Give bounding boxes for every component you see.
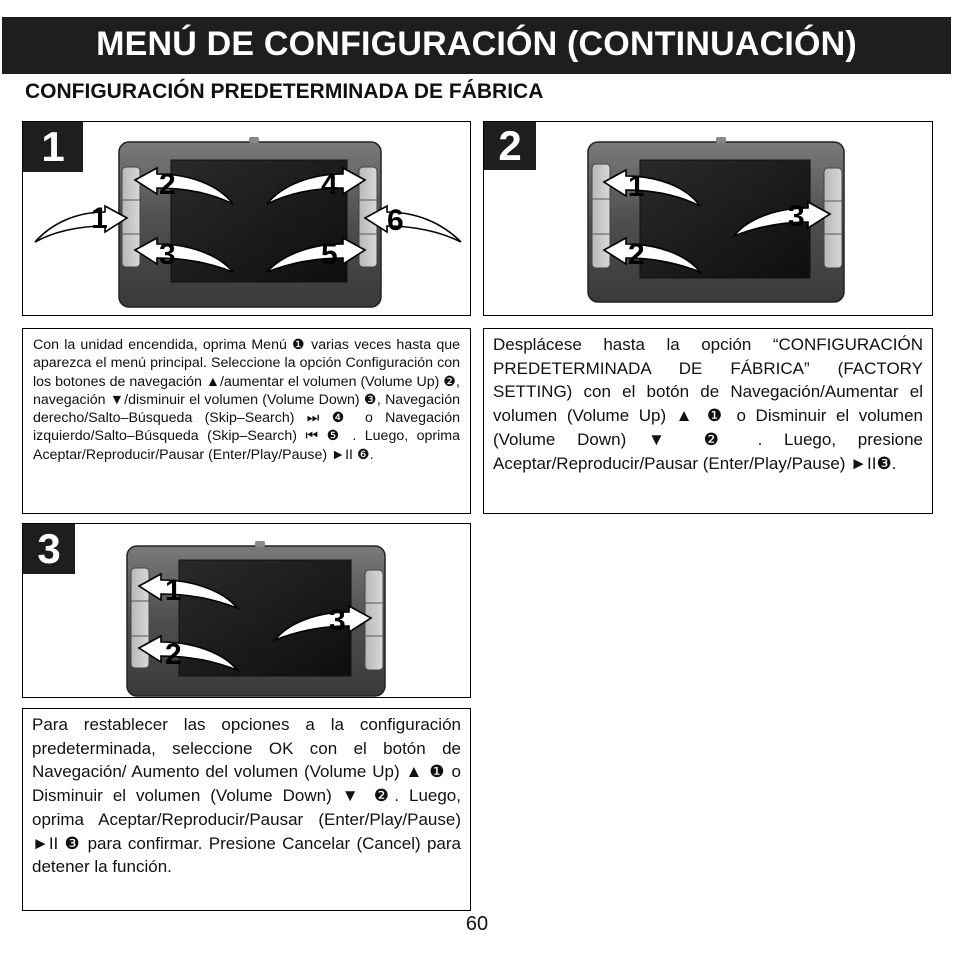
arrow-label: 2 (628, 238, 645, 271)
step-1-instructions (22, 328, 471, 514)
step-2-text: Desplácese hasta la opción “CONFIGURACIÓN PREDETERMINADA DE FÁBRICA” (FACTORY SETTING) con el botón de Navegación/Aumentar el volumen (Volume Up) ▲ ❶ o Disminuir el volumen (Volume Down) ▼ ❷ . Luego, presione Aceptar/Reproducir/Pausar (Enter/Play/Pause) ►II❸. (493, 335, 923, 473)
device-illustration (23, 122, 471, 316)
arrow-label: 2 (165, 638, 182, 671)
arrow-label: 3 (159, 238, 176, 271)
step-1-text: Con la unidad encendida, oprima Menú ❶ varias veces hasta que aparezca el menú principal. Seleccione la opción Configuración con los botones de navegación ▲/aumentar el volumen (Volume Up) ❷, navegación ▼/disminuir el volumen (Volume Down) ❸, Navegación derecho/Salto–Búsqueda (Skip–Search) ⏭ ❹ o Navegación izquierdo/Salto–Búsqueda (Skip–Search) ⏮ ❺ . Luego, oprima Aceptar/Reproducir/Pausar (Enter/Play/Pause) ►II ❻. (33, 337, 460, 463)
step-1-image-panel (22, 121, 471, 316)
page-title: MENÚ DE CONFIGURACIÓN (CONTINUACIÓN) (96, 25, 857, 63)
step-1-badge: 1 (23, 122, 83, 172)
arrow-label: 3 (329, 604, 346, 637)
arrow-label: 1 (628, 170, 645, 203)
right-nav-buttons (824, 168, 842, 268)
power-button (255, 541, 265, 547)
step-3-image-panel (22, 523, 471, 698)
arrow-label: 6 (387, 204, 404, 237)
arrow-label: 1 (165, 574, 182, 607)
step-2-image-panel (483, 121, 933, 316)
arrow-1 (35, 206, 127, 242)
arrow-label: 3 (788, 200, 805, 233)
section-heading: CONFIGURACIÓN PREDETERMINADA DE FÁBRICA (25, 80, 544, 103)
arrow-label: 4 (321, 168, 338, 201)
step-2-instructions (483, 328, 933, 514)
arrow-label: 5 (321, 238, 338, 271)
step-3-badge: 3 (23, 524, 75, 574)
step-2-badge: 2 (484, 122, 536, 170)
arrow-label: 2 (159, 168, 176, 201)
device-illustration (484, 122, 933, 316)
power-button (249, 137, 259, 143)
page-number: 60 (465, 913, 489, 935)
step-3-text: Para restablecer las opciones a la configuración predeterminada, seleccione OK con el botón de Navegación/ Aumento del volumen (Volume Up) ▲ ❶ o Disminuir el volumen (Volume Down) ▼ ❷. Luego, oprima Aceptar/Reproducir/Pausar (Enter/Play/Pause) ►II ❸ para confirmar. Presione Cancelar (Cancel) para detener la función. (32, 715, 461, 877)
arrow-label: 1 (91, 202, 108, 235)
power-button (716, 137, 726, 143)
device-illustration (23, 524, 471, 698)
header-bar (2, 17, 951, 74)
step-3-instructions (22, 708, 471, 911)
